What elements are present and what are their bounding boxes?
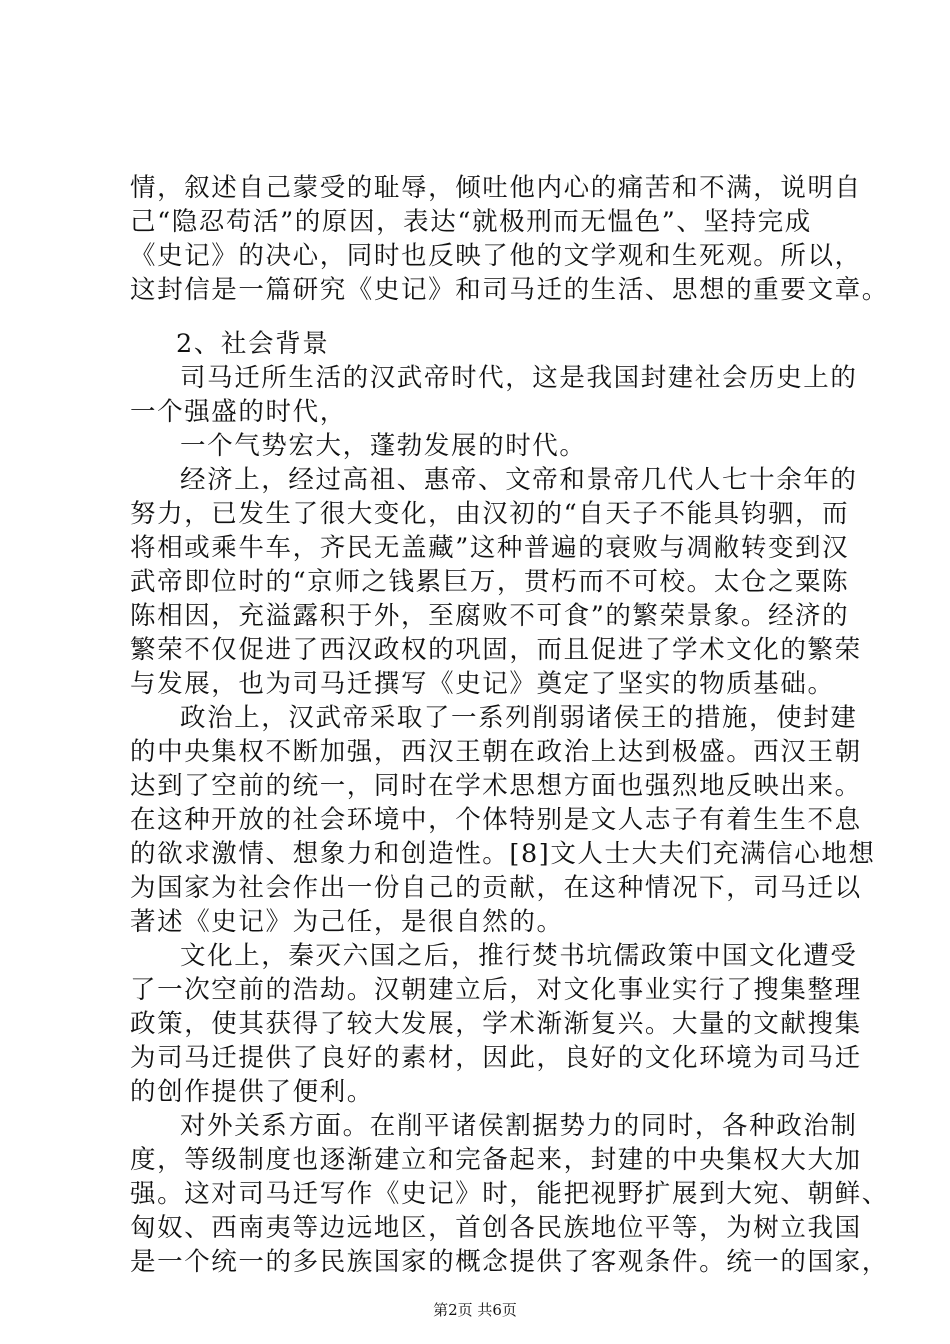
text-line: 将相或乘牛车，齐民无盖藏”这种普遍的衰败与凋敝转变到汉	[130, 533, 850, 563]
text-line: 《史记》的决心，同时也反映了他的文学观和生死观。所以，	[130, 241, 862, 271]
text-line: 的中央集权不断加强，西汉王朝在政治上达到极盛。西汉王朝	[130, 737, 862, 767]
text-line: 强。这对司马迁写作《史记》时，能把视野扩展到大宛、朝鲜、	[130, 1179, 889, 1209]
text-line: 政治上，汉武帝采取了一系列削弱诸侯王的措施，使封建	[180, 703, 858, 733]
text-line: 文化上，秦灭六国之后，推行焚书坑儒政策中国文化遭受	[180, 941, 858, 971]
text-line: 匈奴、西南夷等边远地区，首创各民族地位平等，为树立我国	[130, 1213, 862, 1243]
text-line: 一个气势宏大，蓬勃发展的时代。	[180, 431, 587, 461]
text-line: 司马迁所生活的汉武帝时代，这是我国封建社会历史上的	[180, 363, 858, 393]
text-line: 对外关系方面。在削平诸侯割据势力的同时，各种政治制	[180, 1111, 858, 1141]
text-line: 著述《史记》为己任，是很自然的。	[130, 907, 564, 937]
text-line: 是一个统一的多民族国家的概念提供了客观条件。统一的国家，	[130, 1247, 889, 1277]
text-line: 达到了空前的统一，同时在学术思想方面也强烈地反映出来。	[130, 771, 862, 801]
text-line: 与发展，也为司马迁撰写《史记》奠定了坚实的物质基础。	[130, 669, 835, 699]
page-number: 第2页 共6页	[433, 1301, 517, 1319]
text-line: 努力，已发生了很大变化，由汉初的“自天子不能具钧驷，而	[130, 499, 850, 529]
section-heading: 2、社会背景	[176, 329, 330, 359]
text-line: 武帝即位时的“京师之钱累巨万，贯朽而不可校。太仓之粟陈	[130, 567, 850, 597]
text-line: 的欲求激情、想象力和创造性。[8]文人士大夫们充满信心地想	[130, 839, 876, 869]
text-line: 的创作提供了便利。	[130, 1077, 374, 1107]
text-line: 经济上，经过高祖、惠帝、文帝和景帝几代人七十余年的	[180, 465, 858, 495]
text-line: 这封信是一篇研究《史记》和司马迁的生活、思想的重要文章。	[130, 275, 889, 305]
text-line: 为司马迁提供了良好的素材，因此，良好的文化环境为司马迁	[130, 1043, 862, 1073]
text-line: 为国家为社会作出一份自己的贡献，在这种情况下，司马迁以	[130, 873, 862, 903]
text-line: 己“隐忍苟活”的原因，表达“就极刑而无愠色”、坚持完成	[130, 207, 812, 237]
text-line: 在这种开放的社会环境中，个体特别是文人志子有着生生不息	[130, 805, 862, 835]
text-line: 政策，使其获得了较大发展，学术渐渐复兴。大量的文献搜集	[130, 1009, 862, 1039]
text-line: 了一次空前的浩劫。汉朝建立后，对文化事业实行了搜集整理	[130, 975, 862, 1005]
text-line: 度，等级制度也逐渐建立和完备起来，封建的中央集权大大加	[130, 1145, 862, 1175]
text-line: 繁荣不仅促进了西汉政权的巩固，而且促进了学术文化的繁荣	[130, 635, 862, 665]
text-line: 情，叙述自己蒙受的耻辱，倾吐他内心的痛苦和不满，说明自	[130, 173, 862, 203]
text-line: 陈相因，充溢露积于外，至腐败不可食”的繁荣景象。经济的	[130, 601, 850, 631]
text-line: 一个强盛的时代，	[130, 397, 347, 427]
